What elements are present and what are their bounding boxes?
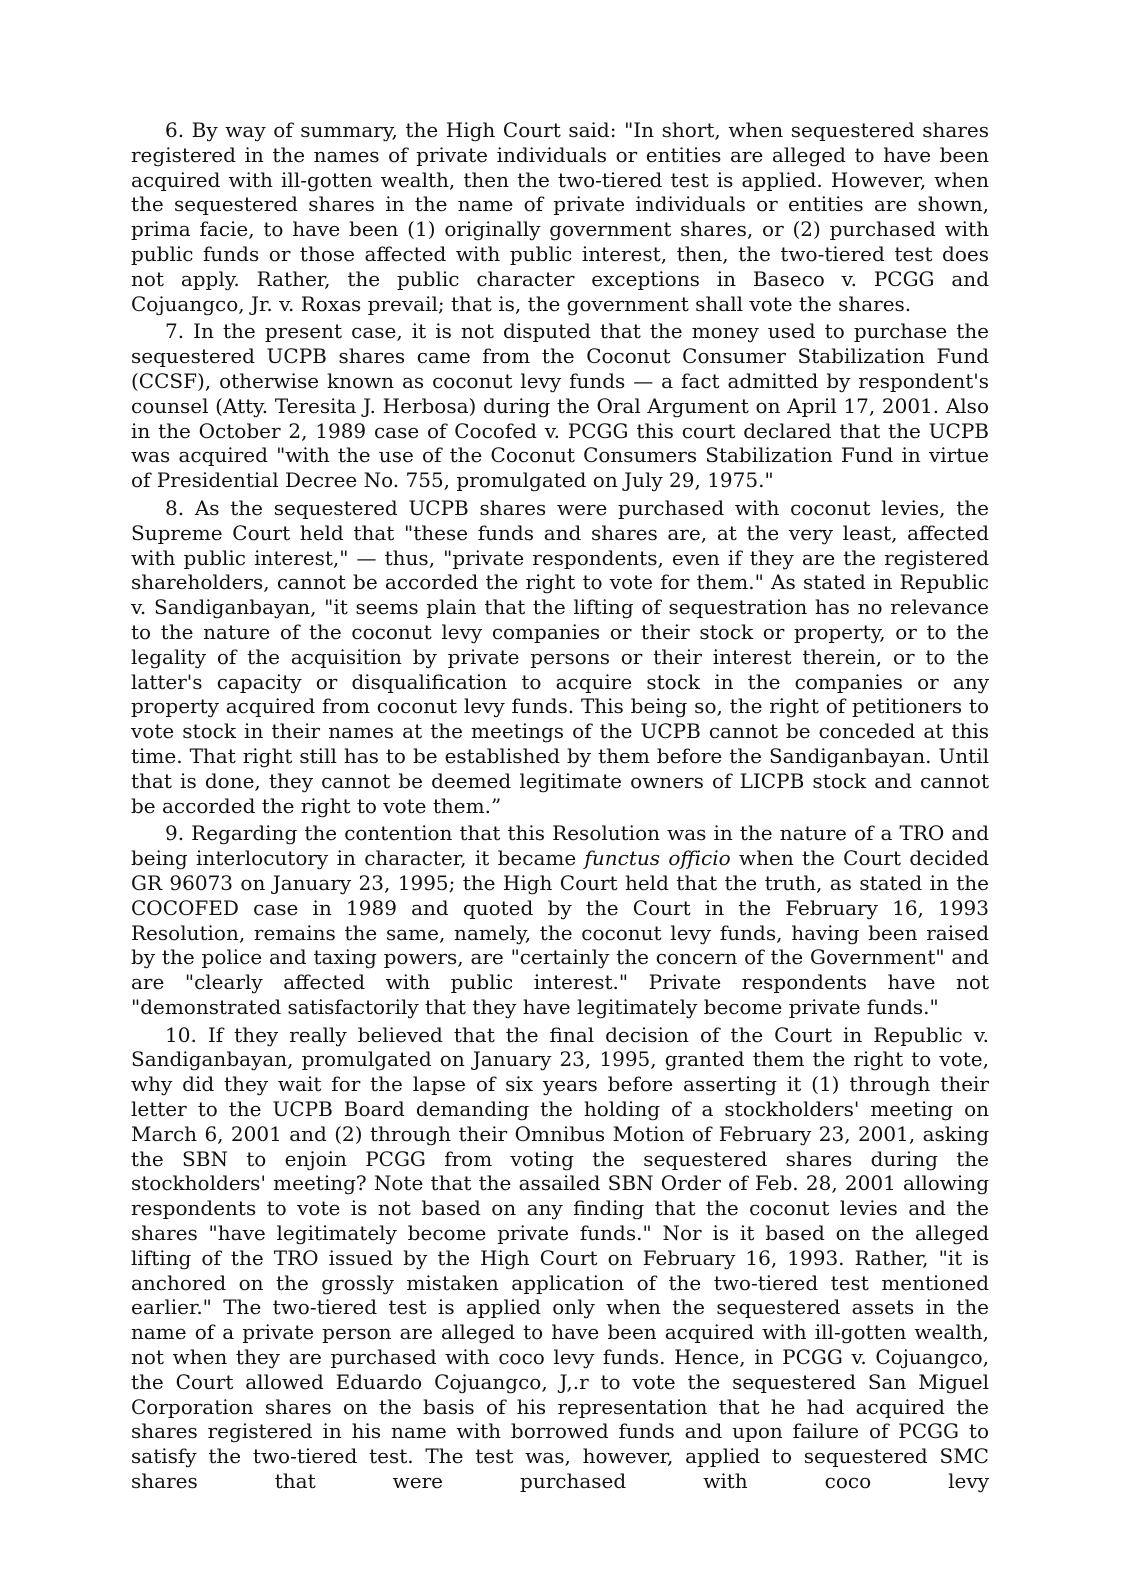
- paragraph-text: when the Court decided GR 96073 on January 23, 1995; the High Court held that the truth, as stated in the COCOFED case in 1989 and quoted by the Court in the February 16, 1993 Resolution, remains the same, namely, the coconut levy funds, having been raised by the police and taxing powers, are "certainly the concern of the Government" and are "clearly affected with public interest." Private respondents have not "demonstrated satisfactorily that they have legitimately become private funds.": [131, 846, 989, 1019]
- paragraph-text: 9. Regarding the contention that this Resolution was in the nature of a TRO and being interlocutory in character, it became: [131, 821, 989, 871]
- paragraph-text: 6. By way of summary, the High Court said: "In short, when sequestered shares registered in the names of private individuals or entities are alleged to have been acquired with ill-gotten wealth, then the two-tiered test is applied. However, when the sequestered shares in the name of private individuals or entities are shown, prima facie, to have been (1) originally government shares, or (2) purchased with public funds or those affected with public interest, then, the two-tiered test does not apply. Rather, the public character exceptions in Baseco v. PCGG and Cojuangco, Jr. v. Roxas prevail; that is, the government shall vote the shares.: [131, 118, 989, 316]
- paragraph-10: [131, 1023, 989, 1494]
- document-page: [131, 118, 989, 1497]
- paragraph-8: [131, 496, 989, 818]
- paragraph-6: [131, 118, 989, 316]
- paragraph-7: [131, 319, 989, 493]
- paragraph-9: [131, 821, 989, 1019]
- paragraph-text: 10. If they really believed that the final decision of the Court in Republic v. Sandiganbayan, promulgated on January 23, 1995, granted them the right to vote, why did they wait for the lapse of six years before asserting it (1) through their letter to the UCPB Board demanding the holding of a stockholders' meeting on March 6, 2001 and (2) through their Omnibus Motion of February 23, 2001, asking the SBN to enjoin PCGG from voting the sequestered shares during the stockholders' meeting? Note that the assailed SBN Order of Feb. 28, 2001 allowing respondents to vote is not based on any finding that the coconut levies and the shares "have legitimately become private funds." Nor is it based on the alleged lifting of the TRO issued by the High Court on February 16, 1993. Rather, "it is anchored on the grossly mistaken application of the two-tiered test mentioned earlier." The two-tiered test is applied only when the sequestered assets in the name of a private person are alleged to have been acquired with ill-gotten wealth, not when they are purchased with coco levy funds. Hence, in PCGG v. Cojuangco, the Court allowed Eduardo Cojuangco, J,.r to vote the sequestered San Miguel Corporation shares on the basis of his representation that he had acquired the shares registered in his name with borrowed funds and upon failure of PCGG to satisfy the two-tiered test. The test was, however, applied to sequestered SMC shares that were purchased with coco levy: [131, 1022, 989, 1494]
- paragraph-text: 7. In the present case, it is not disputed that the money used to purchase the sequestered UCPB shares came from the Coconut Consumer Stabilization Fund (CCSF), otherwise known as coconut levy funds — a fact admitted by respondent's counsel (Atty. Teresita J. Herbosa) during the Oral Argument on April 17, 2001. Also in the October 2, 1989 case of Cocofed v. PCGG this court declared that the UCPB was acquired "with the use of the Coconut Consumers Stabilization Fund in virtue of Presidential Decree No. 755, promulgated on July 29, 1975.": [131, 319, 989, 493]
- italic-term: functus officio: [584, 846, 731, 871]
- paragraph-text: 8. As the sequestered UCPB shares were purchased with coconut levies, the Supreme Court held that "these funds and shares are, at the very least, affected with public interest," — thus, "private respondents, even if they are the registered shareholders, cannot be accorded the right to vote for them." As stated in Republic v. Sandiganbayan, "it seems plain that the lifting of sequestration has no relevance to the nature of the coconut levy companies or their stock or property, or to the legality of the acquisition by private persons or their interest therein, or to the latter's capacity or disqualification to acquire stock in the companies or any property acquired from coconut levy funds. This being so, the right of petitioners to vote stock in their names at the meetings of the UCPB cannot be conceded at this time. That right still has to be established by them before the Sandiganbayan. Until that is done, they cannot be deemed legitimate owners of LICPB stock and cannot be accorded the right to vote them.”: [131, 495, 989, 818]
